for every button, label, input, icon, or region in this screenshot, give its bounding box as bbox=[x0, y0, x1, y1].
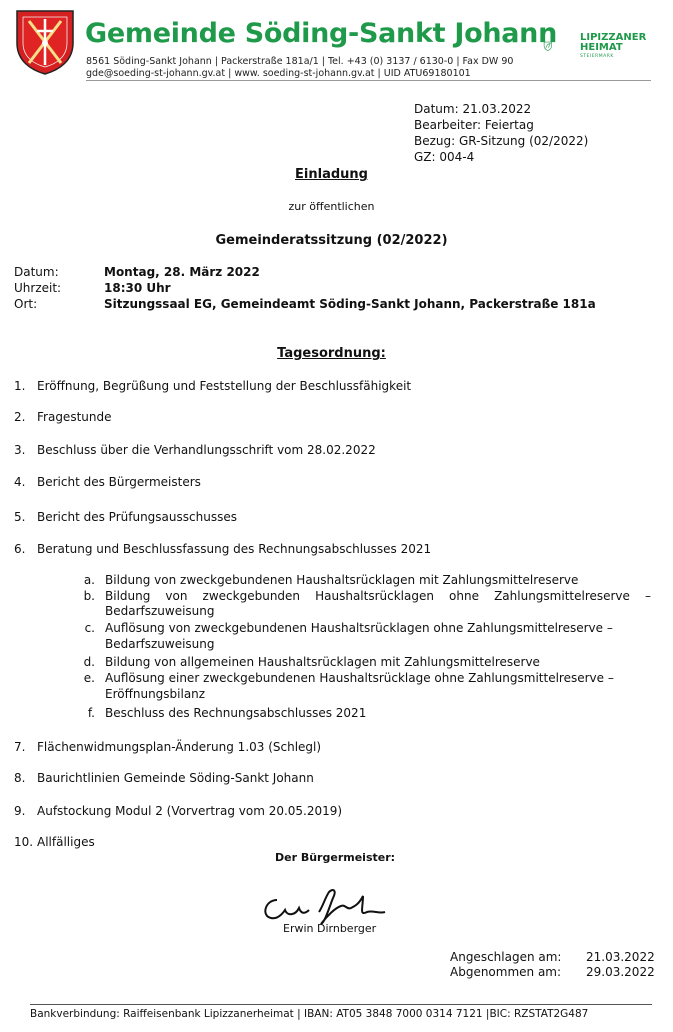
subitem-text-continued: Bedarfszuweisung bbox=[105, 637, 215, 651]
agenda-item-number: 9. bbox=[14, 804, 26, 818]
subitem-text: Bildung von zweckgebunden Haushaltsrücklagen ohne Zahlungsmittelreserve – bbox=[105, 589, 651, 603]
removed-date: 29.03.2022 bbox=[586, 965, 655, 979]
agenda-item-number: 6. bbox=[14, 542, 26, 556]
subitem-letter: d. bbox=[83, 655, 95, 669]
agenda-item-number: 7. bbox=[14, 740, 26, 754]
subitem-text-continued: Bedarfszuweisung bbox=[105, 604, 215, 618]
agenda-item-text: Beschluss über die Verhandlungsschrift vom 28.02.2022 bbox=[37, 443, 376, 457]
agenda-item-text: Flächenwidmungsplan-Änderung 1.03 (Schlegl) bbox=[37, 740, 322, 754]
meta-reference: Bezug: GR-Sitzung (02/2022) bbox=[414, 134, 589, 148]
bank-details: Bankverbindung: Raiffeisenbank Lipizzanerheimat | IBAN: AT05 3848 7000 0314 7121 |BIC: RZSTAT2G487 bbox=[30, 1008, 589, 1020]
header-divider bbox=[86, 80, 651, 81]
agenda-item-number: 5. bbox=[14, 510, 26, 524]
mayor-role-label: Der Bürgermeister: bbox=[275, 851, 396, 864]
municipality-crest-logo bbox=[15, 9, 75, 75]
meta-editor: Bearbeiter: Feiertag bbox=[414, 118, 534, 132]
municipality-title: Gemeinde Söding-Sankt Johann bbox=[85, 18, 557, 49]
agenda-item-text: Bericht des Prüfungsausschusses bbox=[37, 510, 237, 524]
subitem-text: Auflösung von zweckgebundenen Haushaltsrücklagen ohne Zahlungsmittelreserve – bbox=[105, 621, 613, 635]
date-label: Datum: bbox=[14, 265, 59, 279]
agenda-item-text: Beratung und Beschlussfassung des Rechnungsabschlusses 2021 bbox=[37, 542, 432, 556]
subitem-text-continued: Eröffnungsbilanz bbox=[105, 687, 206, 701]
subitem-letter: c. bbox=[84, 621, 95, 635]
logo-text-steiermark: STEIERMARK bbox=[580, 54, 614, 59]
posted-date: 21.03.2022 bbox=[586, 950, 655, 964]
agenda-item-text: Bericht des Bürgermeisters bbox=[37, 475, 201, 489]
invitation-subtitle: zur öffentlichen bbox=[288, 200, 375, 213]
removed-label: Abgenommen am: bbox=[450, 965, 562, 979]
subitem-text: Beschluss des Rechnungsabschlusses 2021 bbox=[105, 706, 367, 720]
agenda-item-text: Aufstockung Modul 2 (Vorvertrag vom 20.05.2019) bbox=[37, 804, 343, 818]
time-label: Uhrzeit: bbox=[14, 281, 62, 295]
mayor-name: Erwin Dirnberger bbox=[283, 922, 377, 935]
address-line: 8561 Söding-Sankt Johann | Packerstraße 181a/1 | Tel. +43 (0) 3137 / 6130-0 | Fax DW 90 bbox=[86, 56, 514, 67]
subitem-letter: a. bbox=[83, 573, 95, 587]
logo-text-lipizzaner: LIPIZZANER bbox=[580, 32, 647, 43]
invitation-title: Einladung bbox=[295, 167, 368, 182]
footer-divider bbox=[30, 1004, 652, 1005]
agenda-item-text: Baurichtlinien Gemeinde Söding-Sankt Johann bbox=[37, 771, 314, 785]
posted-label: Angeschlagen am: bbox=[450, 950, 562, 964]
agenda-item-number: 10. bbox=[14, 835, 34, 849]
subitem-letter: b. bbox=[83, 589, 95, 603]
agenda-item-number: 4. bbox=[14, 475, 26, 489]
agenda-item-text: Allfälliges bbox=[37, 835, 95, 849]
place-value: Sitzungssaal EG, Gemeindeamt Söding-Sankt Johann, Packerstraße 181a bbox=[104, 297, 596, 311]
meeting-name: Gemeinderatssitzung (02/2022) bbox=[215, 233, 448, 248]
subitem-letter: f. bbox=[87, 706, 95, 720]
date-value: Montag, 28. März 2022 bbox=[104, 265, 260, 279]
subitem-letter: e. bbox=[83, 671, 95, 685]
meta-file-number: GZ: 004-4 bbox=[414, 150, 475, 164]
lipizzaner-heimat-logo bbox=[543, 28, 577, 64]
subitem-text: Bildung von zweckgebundenen Haushaltsrücklagen mit Zahlungsmittelreserve bbox=[105, 573, 579, 587]
agenda-item-number: 1. bbox=[14, 379, 26, 393]
logo-text-heimat: HEIMAT bbox=[580, 42, 623, 53]
agenda-item-number: 8. bbox=[14, 771, 26, 785]
place-label: Ort: bbox=[14, 297, 38, 311]
agenda-item-text: Fragestunde bbox=[37, 410, 112, 424]
contact-line: gde@soeding-st-johann.gv.at | www. soeding-st-johann.gv.at | UID ATU69180101 bbox=[86, 68, 471, 79]
agenda-title: Tagesordnung: bbox=[277, 346, 386, 361]
meta-date: Datum: 21.03.2022 bbox=[414, 102, 532, 116]
agenda-item-number: 2. bbox=[14, 410, 26, 424]
subitem-text: Auflösung einer zweckgebundenen Haushaltsrücklage ohne Zahlungsmittelreserve – bbox=[105, 671, 614, 685]
agenda-item-number: 3. bbox=[14, 443, 26, 457]
agenda-item-text: Eröffnung, Begrüßung und Feststellung der Beschlussfähigkeit bbox=[37, 379, 412, 393]
subitem-text: Bildung von allgemeinen Haushaltsrücklagen mit Zahlungsmittelreserve bbox=[105, 655, 540, 669]
time-value: 18:30 Uhr bbox=[104, 281, 171, 295]
handwritten-signature bbox=[255, 882, 405, 926]
